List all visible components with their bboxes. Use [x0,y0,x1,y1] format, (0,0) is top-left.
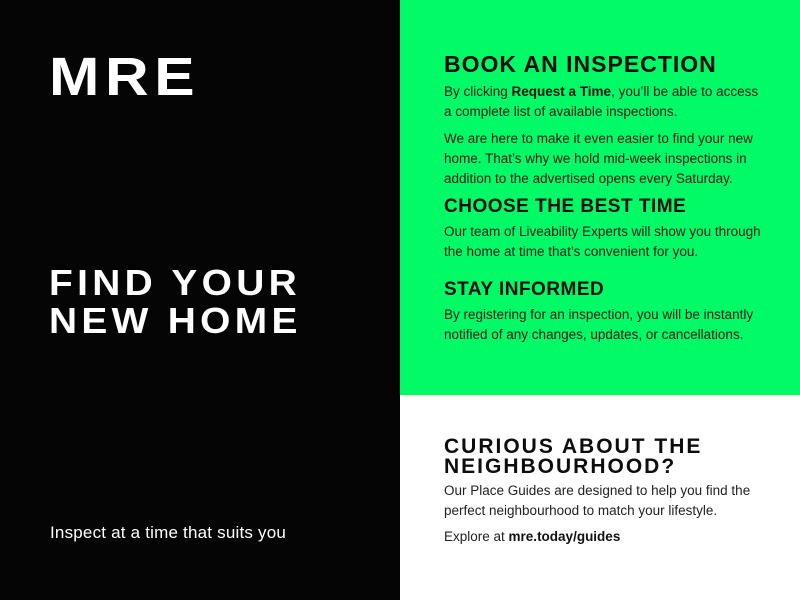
content-column [400,0,800,600]
intro-text-post: , you’ll be able to access a complete list of available inspections. [444,84,759,119]
detail-paragraph: We are here to make it even easier to find your new home. That’s why we hold mid-week inspections in addition to the advertised opens every Saturday. [444,131,753,186]
request-a-time-emphasis: Request a Time [511,84,612,99]
subsection-body-stay-informed: By registering for an inspection, you will be instantly notified of any changes, updates, or cancellations. [444,307,754,342]
guides-body: Our Place Guides are designed to help you find the perfect neighbourhood to match your lifestyle. [444,483,751,518]
guides-url-link[interactable]: mre.today/guides [508,529,621,544]
headline-line-1: FIND YOUR [49,262,302,303]
explore-line [444,527,774,547]
headline [49,264,302,340]
guides-panel [400,395,800,600]
subsection-body-choose-time: Our team of Liveability Experts will show you through the home at time that’s convenient for you. [444,224,761,259]
explore-text: Explore at [444,529,509,544]
intro-paragraph [444,82,762,122]
subsection-heading-choose-time: CHOOSE THE BEST TIME [444,196,687,217]
section-heading-book-inspection: BOOK AN INSPECTION [444,51,717,77]
headline-line-2: NEW HOME [49,300,302,341]
section-heading-neighbourhood: CURIOUS ABOUT THE NEIGHBOURHOOD? [444,435,703,478]
subsection-heading-stay-informed: STAY INFORMED [444,279,605,300]
inspection-panel [400,0,800,395]
tagline: Inspect at a time that suits you [50,523,287,542]
brand-logo: MRE [49,47,201,107]
intro-text-pre: By clicking [444,84,512,99]
